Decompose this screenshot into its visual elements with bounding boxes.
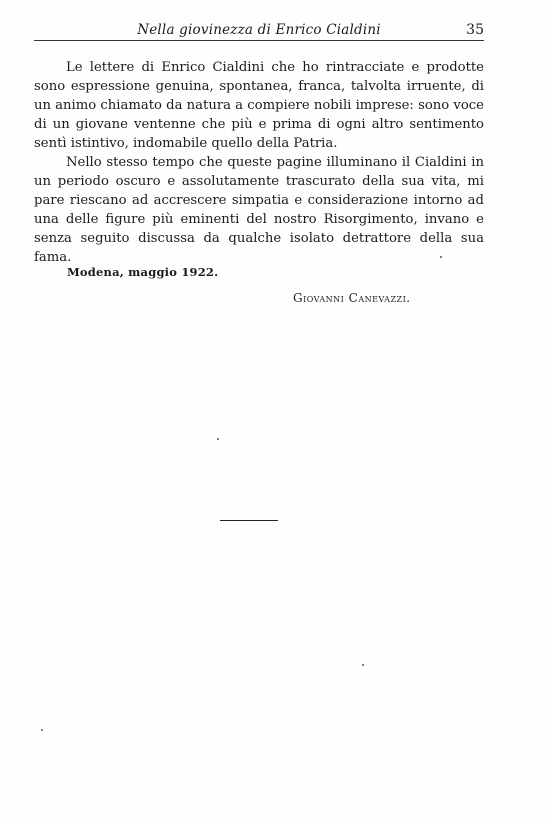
paper-speck [217, 438, 219, 440]
page-number: 35 [466, 22, 484, 38]
paragraph-2: Nello stesso tempo che queste pagine illuminano il Cialdini in un periodo oscuro e assolutamente trascurato della sua vita, mi pare riescano ad accrescere simpatia e considerazione intorno ad una delle figure più eminenti del nostro Risorgimento, invano e senza seguito discussa da qualche isolato detrattore della sua fama. [34, 155, 484, 265]
page-header [34, 20, 484, 41]
body-text [34, 58, 484, 267]
signature: Giovanni Canevazzi. [293, 291, 411, 305]
end-rule [220, 520, 278, 521]
paper-speck [362, 664, 364, 666]
dateline: Modena, maggio 1922. [67, 265, 219, 279]
running-title: Nella giovinezza di Enrico Cialdini [137, 22, 381, 38]
paragraph-1: Le lettere di Enrico Cialdini che ho rintracciate e prodotte sono espressione genuina, spontanea, franca, talvolta irruente, di un animo chiamato da natura a compiere nobili imprese: sono voce di un giovane ventenne che più e prima di ogni altro sentimento sentì istintivo, indomabile quello della Patria. [34, 60, 484, 151]
paper-speck [440, 256, 442, 258]
paper-speck [41, 729, 43, 731]
